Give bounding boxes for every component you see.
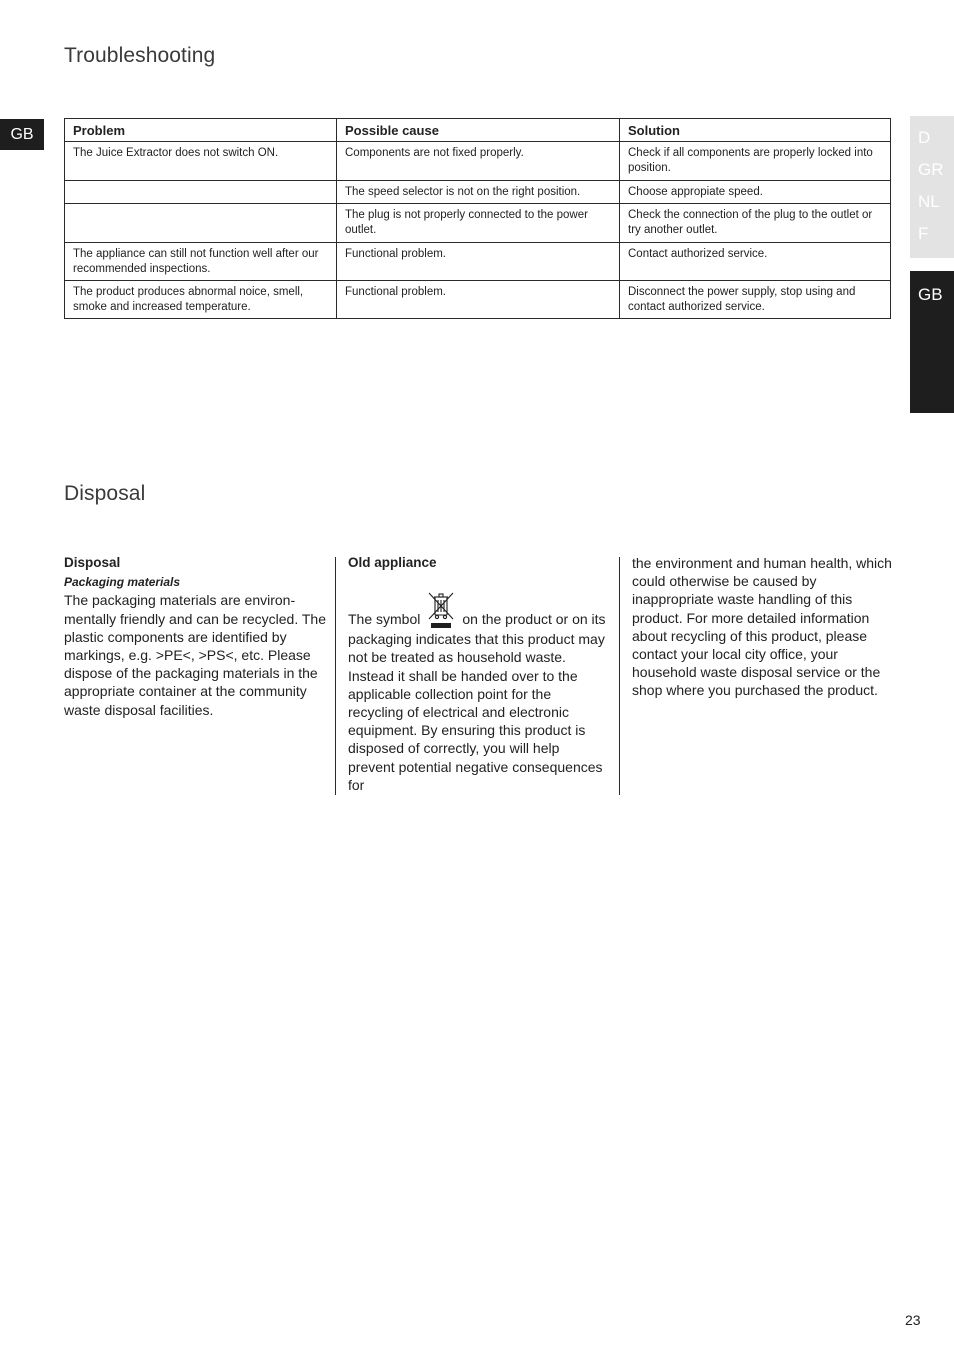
disposal-column-continuation	[632, 554, 894, 700]
cell-cause: Functional problem.	[337, 243, 620, 281]
language-tab-gb-right[interactable]	[910, 271, 954, 413]
old-appliance-text	[348, 590, 606, 794]
header-problem: Problem	[65, 119, 337, 142]
header-solution: Solution	[620, 119, 891, 142]
cell-solution: Contact authorized service.	[620, 243, 891, 281]
cell-cause: The plug is not properly connected to the power outlet.	[337, 204, 620, 243]
disposal-title: Disposal	[64, 482, 146, 505]
disposal-heading: Disposal	[64, 555, 121, 570]
cell-problem	[65, 204, 337, 243]
cell-solution: Check if all components are properly locked into position.	[620, 142, 891, 181]
cell-solution: Disconnect the power supply, stop using and contact authorized service.	[620, 281, 891, 319]
language-tab-gr[interactable]: GR	[918, 160, 944, 179]
packaging-subheading: Packaging materials	[64, 575, 181, 590]
language-tab-label: GB	[10, 125, 34, 143]
header-possible-cause: Possible cause	[337, 119, 620, 142]
table-row	[65, 181, 891, 204]
table-header-row	[65, 119, 891, 142]
language-tab-nl[interactable]: NL	[918, 192, 940, 211]
symbol-text-before: The symbol	[348, 611, 421, 628]
column-divider	[619, 557, 620, 795]
language-tab-f[interactable]: F	[918, 224, 929, 243]
cell-cause: Components are not fixed properly.	[337, 142, 620, 181]
table-row	[65, 281, 891, 319]
language-tab-label: GB	[918, 285, 943, 304]
packaging-text: The packaging materials are environ-mentally friendly and can be recycled. The plastic components are identified by markings, e.g. >PE<, >PS<, etc. Please dispose of the packaging materials in the appropriate container at the community waste disposal facilities.	[64, 592, 326, 718]
troubleshooting-title: Troubleshooting	[64, 44, 216, 67]
table-row	[65, 243, 891, 281]
cell-problem: The appliance can still not function well after our recommended inspections.	[65, 243, 337, 281]
language-tabs-inactive	[910, 116, 954, 258]
cell-problem: The Juice Extractor does not switch ON.	[65, 142, 337, 181]
cell-solution: Check the connection of the plug to the outlet or try another outlet.	[620, 204, 891, 243]
language-tab-d[interactable]: D	[918, 128, 931, 147]
table-row	[65, 142, 891, 181]
cell-problem: The product produces abnormal noice, smell, smoke and increased temperature.	[65, 281, 337, 319]
column-divider	[335, 557, 336, 795]
cell-cause: The speed selector is not on the right position.	[337, 181, 620, 204]
troubleshooting-table	[64, 118, 891, 319]
continuation-text: the environment and human health, which could otherwise be caused by inappropriate waste handling of this product. For more detailed information about recycling of this product, please contact your local city office, your household waste disposal service or the shop where you purchased the product.	[632, 555, 892, 699]
table-row	[65, 204, 891, 243]
symbol-text-after: on the product or on its packaging indicates that this product may not be treated as household waste. Instead it shall be handed over to the applicable collection point for the recycling of electrical and electronic equipment. By ensuring this product is disposed of correctly, you will help prevent potential negative consequences for	[348, 611, 606, 793]
old-appliance-heading: Old appliance	[348, 555, 437, 570]
cell-solution: Choose appropiate speed.	[620, 181, 891, 204]
cell-cause: Functional problem.	[337, 281, 620, 319]
page-number: 23	[905, 1312, 921, 1328]
disposal-column-old-appliance	[348, 554, 606, 794]
disposal-column-packaging	[64, 554, 326, 719]
cell-problem	[65, 181, 337, 204]
crossed-out-wheelie-bin-icon	[426, 590, 456, 630]
language-tab-gb-left[interactable]	[0, 119, 44, 150]
